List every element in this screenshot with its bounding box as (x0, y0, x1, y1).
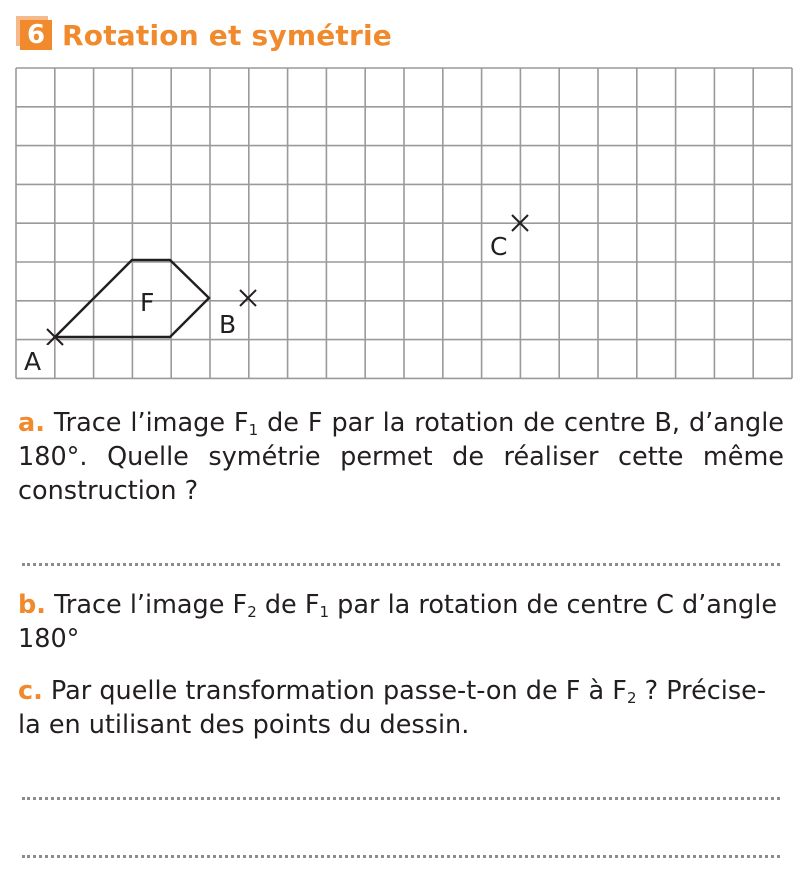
question-c (18, 674, 784, 742)
question-c-letter: c. (18, 676, 43, 706)
question-b-text-2: de F (256, 590, 320, 620)
exercise-title: Rotation et symétrie (62, 18, 392, 52)
question-b-letter: b. (18, 590, 46, 620)
question-b-text-3: par la rotation de centre C d’angle 180° (18, 590, 778, 654)
question-b-subscript-1: 2 (247, 603, 257, 621)
point-b-label: B (219, 310, 237, 339)
question-a-text-2: de F par la rotation de centre B, d’angle 180°. Quelle symétrie permet de réaliser cette même construction ? (18, 408, 784, 506)
square-grid (16, 68, 792, 378)
exercise-number-badge (16, 16, 52, 50)
exercise-number: 6 (20, 20, 52, 50)
point-a-label: A (24, 347, 42, 376)
point-c-label: C (490, 232, 508, 261)
question-a (18, 406, 784, 508)
answer-line-a[interactable] (22, 563, 780, 566)
question-a-letter: a. (18, 408, 45, 438)
question-a-text-1: Trace l’image F (53, 408, 249, 438)
question-b-subscript-2: 1 (319, 603, 330, 621)
question-c-subscript-1: 2 (626, 689, 637, 707)
answer-line-c-1[interactable] (22, 797, 780, 800)
question-b-text-1: Trace l’image F (54, 590, 248, 620)
answer-line-c-2[interactable] (22, 855, 780, 858)
shape-f-label: F (140, 288, 155, 317)
question-b (18, 588, 784, 656)
question-c-text-2: ? Précise-la en utilisant des points du dessin. (18, 676, 767, 740)
grid-figure (0, 62, 803, 382)
question-a-subscript-1: 1 (248, 421, 259, 439)
exercise-header (16, 14, 392, 52)
question-c-text-1: Par quelle transformation passe-t-on de F à F (50, 676, 627, 706)
